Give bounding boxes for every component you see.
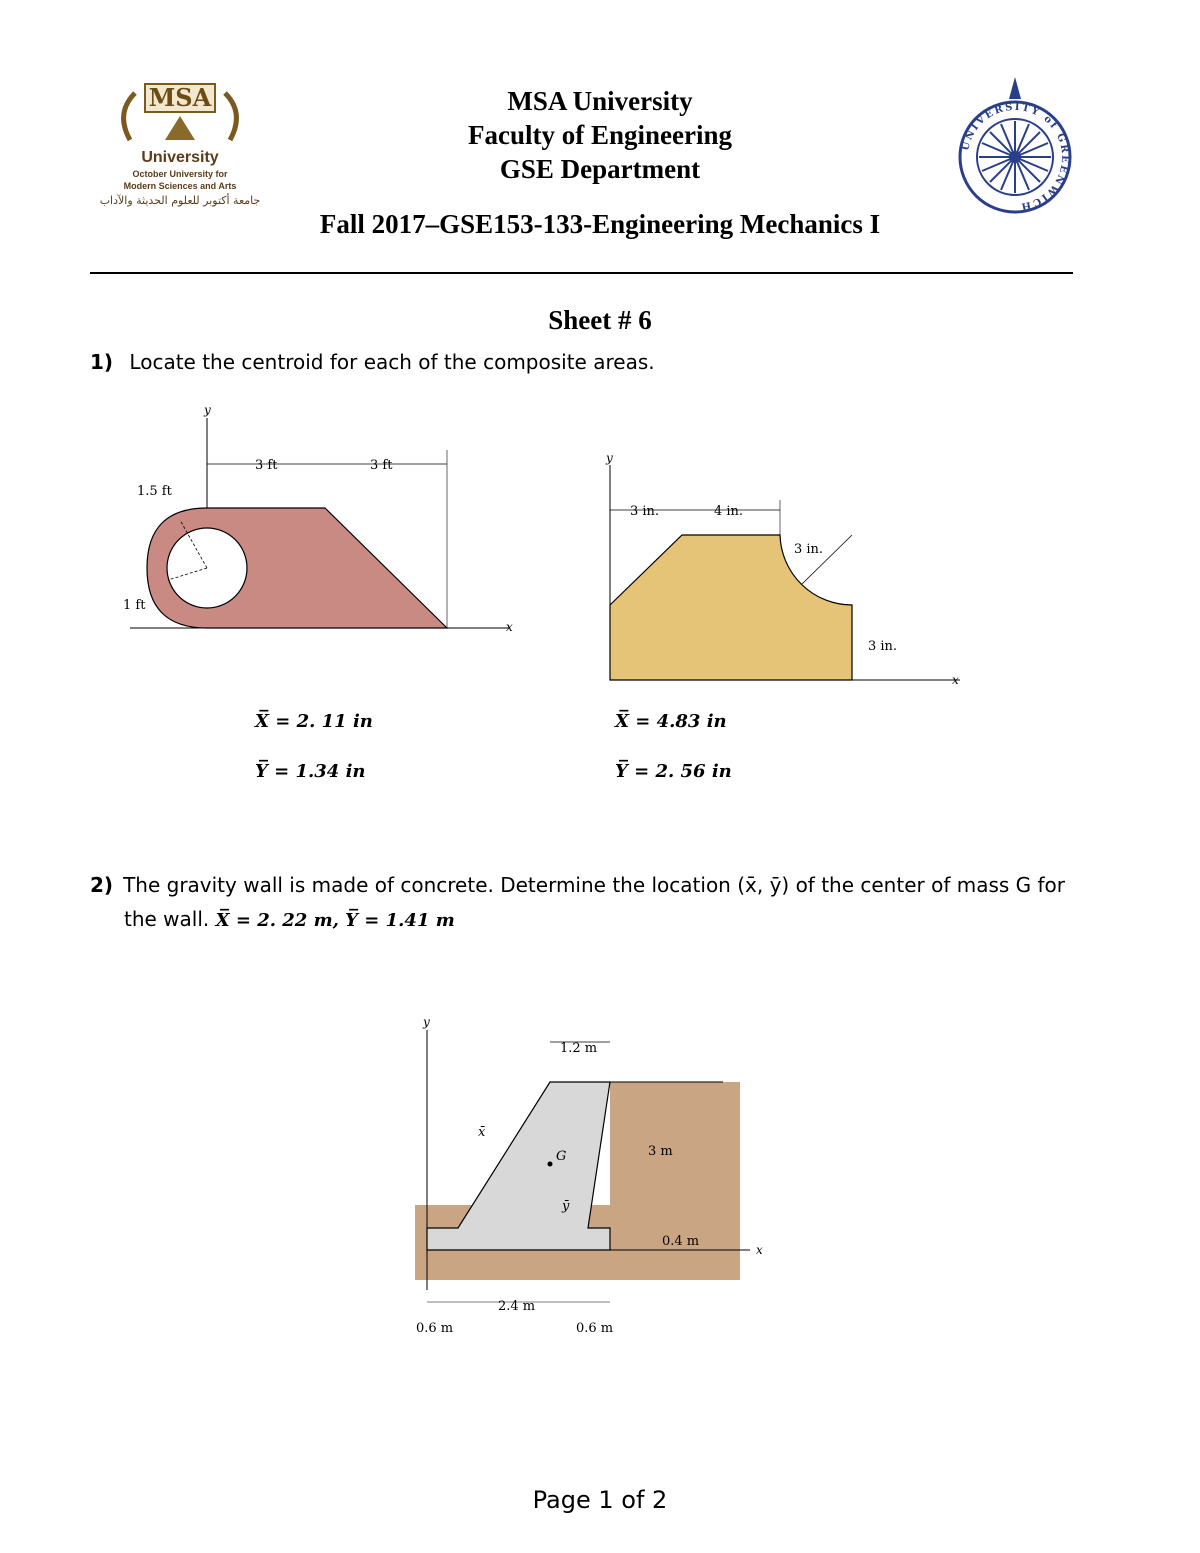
fig-b-answer-x: X̅ = 4.83 in: [615, 711, 727, 732]
msa-logo: [95, 78, 265, 218]
header-block: [380, 84, 820, 186]
department-name: GSE Department: [499, 154, 701, 184]
logo-line4: جامعة أكتوبر للعلوم الحديثة والآداب: [99, 194, 261, 207]
fig-q2-height: 3 m: [648, 1144, 673, 1159]
fig-a-answer-y: Y̅ = 1.34 in: [255, 761, 366, 782]
question-2-line2: the wall.: [124, 907, 210, 931]
question-2-number: 2): [90, 873, 114, 897]
fig-b-x-label: x: [952, 673, 959, 687]
fig-b-radius: 3 in.: [794, 542, 824, 557]
header-divider: [90, 272, 1073, 274]
fig-a-r1: 1.5 ft: [137, 484, 172, 499]
fig-q2-xbar: x̄: [478, 1125, 486, 1140]
fig-a-y-label: y: [204, 403, 211, 417]
fig-q2-g: G: [556, 1149, 567, 1164]
fig-q2-w1: 0.6 m: [416, 1321, 454, 1336]
laurel-icon: [95, 78, 265, 218]
fig-a-dim2: 3 ft: [370, 458, 393, 473]
question-1: [90, 350, 655, 374]
fig-q2-w2: 2.4 m: [498, 1299, 536, 1314]
question-1-number: 1): [90, 350, 114, 374]
fig-a-r2: 1 ft: [123, 598, 146, 613]
sheet-title: Sheet # 6: [548, 305, 652, 335]
fig-b-dim2: 4 in.: [714, 504, 744, 519]
logo-line1: University: [141, 149, 219, 166]
question-2-answer: X̅ = 2. 22 m, Y̅ = 1.41 m: [215, 910, 455, 931]
page-label: Page 1 of 2: [532, 1486, 668, 1514]
fig-q2-ybar: ȳ: [562, 1199, 570, 1214]
fig-b-y-label: y: [606, 451, 613, 465]
logo-line3: Modern Sciences and Arts: [123, 181, 237, 191]
fig-b-height: 3 in.: [868, 639, 898, 654]
logo-ring-text: UNIVERSITY of GREENWICH: [960, 101, 1071, 213]
fig-a-x-label: x: [506, 620, 513, 634]
compass-rose-icon: [955, 75, 1075, 215]
logo-line2: October University for: [132, 169, 228, 179]
question-2: [90, 868, 1100, 938]
figure-gravity-wall: [410, 1010, 780, 1340]
question-2-line1: The gravity wall is made of concrete. Determine the location (x̄, ȳ) of the center of mass G for: [123, 873, 1066, 897]
greenwich-logo: [955, 75, 1075, 215]
fig-q2-x-label: x: [756, 1243, 763, 1257]
fig-q2-top: 1.2 m: [560, 1041, 598, 1056]
faculty-name: Faculty of Engineering: [468, 120, 732, 150]
fig-b-dim1: 3 in.: [630, 504, 660, 519]
fig-a-answer-x: X̅ = 2. 11 in: [255, 711, 373, 732]
logo-brand: MSA: [148, 83, 212, 112]
fig-q2-w3: 0.6 m: [576, 1321, 614, 1336]
question-1-text: Locate the centroid for each of the composite areas.: [129, 350, 655, 374]
figure-a: [110, 400, 530, 640]
fig-a-dim1: 3 ft: [255, 458, 278, 473]
fig-b-answer-y: Y̅ = 2. 56 in: [615, 761, 732, 782]
fig-q2-base: 0.4 m: [662, 1234, 700, 1249]
university-name: MSA University: [507, 86, 693, 116]
figure-b: [590, 450, 970, 690]
fig-q2-y-label: y: [423, 1015, 430, 1029]
course-title: Fall 2017–GSE153-133-Engineering Mechanics I: [319, 209, 881, 239]
